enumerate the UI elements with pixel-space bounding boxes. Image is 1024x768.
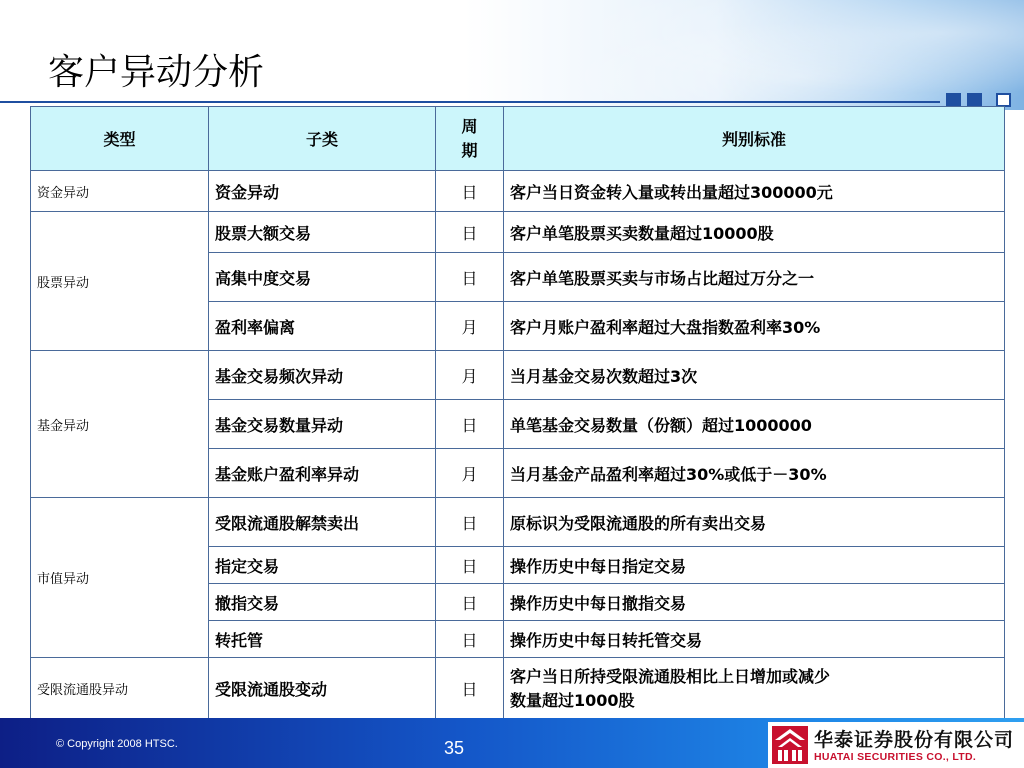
period-cell: 日 — [436, 658, 504, 720]
subtype-cell: 基金交易频次异动 — [209, 351, 436, 400]
category-cell: 市值异动 — [31, 498, 209, 658]
criteria-cell: 客户当日资金转入量或转出量超过300000元 — [504, 171, 1005, 212]
criteria-cell: 原标识为受限流通股的所有卖出交易 — [504, 498, 1005, 547]
subtype-cell: 高集中度交易 — [209, 253, 436, 302]
header-period-line1: 周 — [461, 116, 478, 136]
criteria-cell — [504, 658, 1005, 720]
page-title: 客户异动分析 — [48, 52, 265, 93]
title-divider — [0, 101, 940, 103]
subtype-cell: 基金账户盈利率异动 — [209, 449, 436, 498]
category-cell: 资金异动 — [31, 171, 209, 212]
period-cell: 日 — [436, 498, 504, 547]
subtype-cell: 转托管 — [209, 621, 436, 658]
period-cell: 日 — [436, 584, 504, 621]
period-cell: 日 — [436, 212, 504, 253]
header-type: 类型 — [31, 107, 209, 171]
criteria-cell: 操作历史中每日撤指交易 — [504, 584, 1005, 621]
header-sky-decoration — [464, 0, 1024, 110]
decor-square — [967, 93, 982, 107]
category-cell: 基金异动 — [31, 351, 209, 498]
table-row — [31, 171, 1005, 212]
header-period — [436, 107, 504, 171]
subtype-cell: 股票大额交易 — [209, 212, 436, 253]
criteria-cell: 客户单笔股票买卖数量超过10000股 — [504, 212, 1005, 253]
category-cell: 股票异动 — [31, 212, 209, 351]
subtype-cell: 盈利率偏离 — [209, 302, 436, 351]
subtype-cell: 受限流通股变动 — [209, 658, 436, 720]
criteria-line2: 数量超过1000股 — [510, 690, 635, 710]
subtype-cell: 撤指交易 — [209, 584, 436, 621]
logo-name-cn: 华泰证券股份有限公司 — [814, 729, 1015, 751]
criteria-cell: 操作历史中每日转托管交易 — [504, 621, 1005, 658]
copyright-text: © Copyright 2008 HTSC. — [56, 738, 178, 750]
huatai-logo-icon — [772, 726, 808, 764]
table-row — [31, 212, 1005, 253]
subtype-cell: 受限流通股解禁卖出 — [209, 498, 436, 547]
period-cell: 日 — [436, 621, 504, 658]
criteria-cell: 当月基金产品盈利率超过30%或低于－30% — [504, 449, 1005, 498]
decor-square-outline — [996, 93, 1011, 107]
category-cell: 受限流通股异动 — [31, 658, 209, 720]
period-cell: 日 — [436, 400, 504, 449]
header-period-line2: 期 — [461, 140, 478, 160]
header-subtype: 子类 — [209, 107, 436, 171]
company-logo — [768, 722, 1024, 768]
page-number: 35 — [444, 738, 465, 758]
subtype-cell: 基金交易数量异动 — [209, 400, 436, 449]
logo-name-en: HUATAI SECURITIES CO., LTD. — [814, 751, 977, 763]
period-cell: 日 — [436, 171, 504, 212]
table-row — [31, 658, 1005, 720]
anomaly-table — [30, 106, 1005, 720]
header-criteria: 判别标准 — [504, 107, 1005, 171]
period-cell: 月 — [436, 302, 504, 351]
criteria-cell: 操作历史中每日指定交易 — [504, 547, 1005, 584]
criteria-cell: 客户月账户盈利率超过大盘指数盈利率30% — [504, 302, 1005, 351]
decor-square — [946, 93, 961, 107]
table-row — [31, 498, 1005, 547]
table-row — [31, 351, 1005, 400]
criteria-cell: 客户单笔股票买卖与市场占比超过万分之一 — [504, 253, 1005, 302]
subtype-cell: 资金异动 — [209, 171, 436, 212]
criteria-cell: 单笔基金交易数量（份额）超过1000000 — [504, 400, 1005, 449]
criteria-cell: 当月基金交易次数超过3次 — [504, 351, 1005, 400]
subtype-cell: 指定交易 — [209, 547, 436, 584]
period-cell: 日 — [436, 547, 504, 584]
period-cell: 月 — [436, 351, 504, 400]
period-cell: 月 — [436, 449, 504, 498]
table-header-row — [31, 107, 1005, 171]
criteria-line1: 客户当日所持受限流通股相比上日增加或减少 — [510, 666, 831, 686]
period-cell: 日 — [436, 253, 504, 302]
